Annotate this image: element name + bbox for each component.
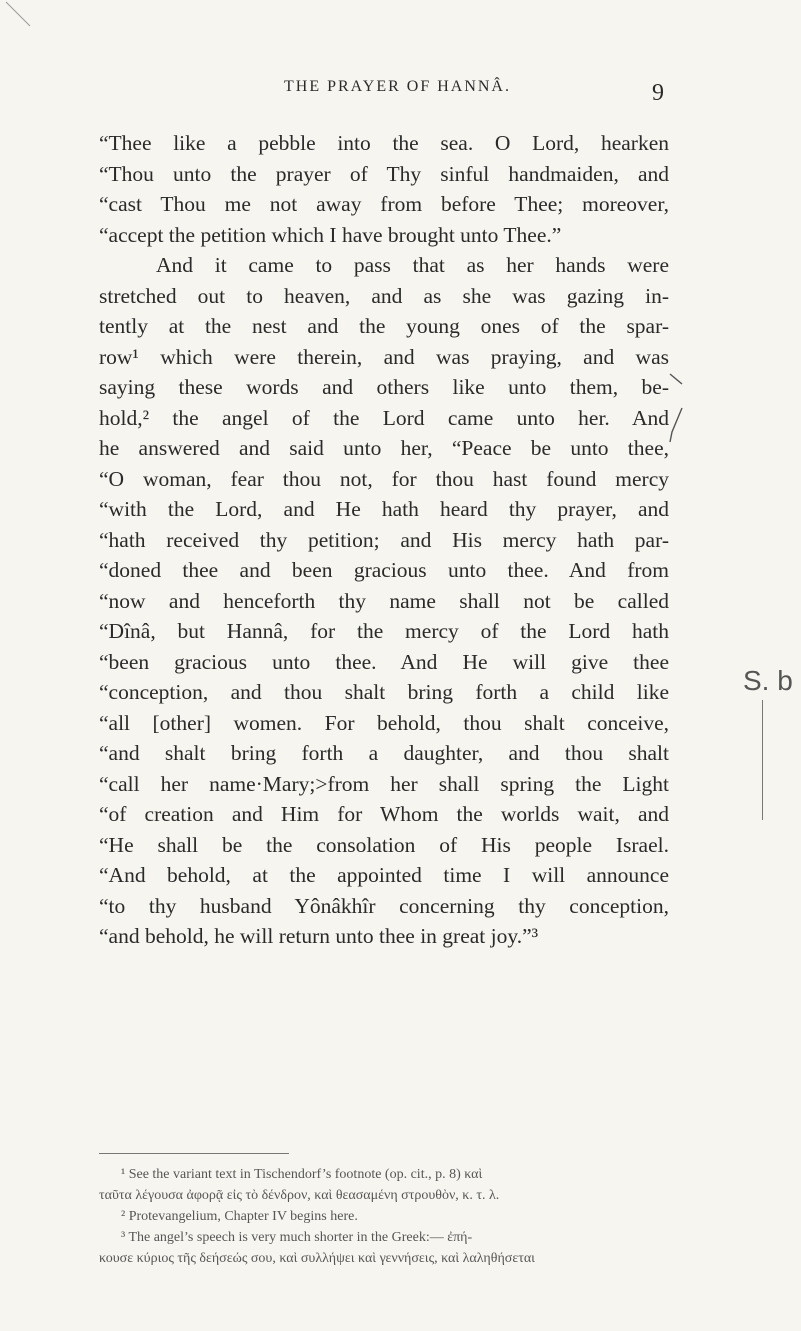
text-line: stretched out to heaven, and as she was gazing in- — [99, 283, 669, 308]
text-line: he answered and said unto her, “Peace be unto thee, — [99, 436, 669, 460]
footnote-rule — [99, 1153, 289, 1154]
text-line: “Thou unto the prayer of Thy sinful handmaiden, and — [99, 161, 669, 186]
text-line: “of creation and Him for Whom the worlds wait, and — [99, 802, 669, 826]
text-line: “and behold, he will return unto thee in great joy.”³ — [99, 924, 539, 948]
text-line: “call her name·Mary;>from her shall spring the Light — [99, 771, 669, 796]
text-line: “and shalt bring forth a daughter, and thou shalt — [99, 741, 669, 765]
main-text — [99, 128, 669, 952]
footnote-line: κουσε κύριος τῆς δεήσεώς σου, καὶ συλλήψει καὶ γεννήσεις, καὶ λαληθήσεται — [99, 1251, 535, 1266]
text-line: “conception, and thou shalt bring forth a child like — [99, 680, 669, 704]
footnote-line: ² Protevangelium, Chapter IV begins here. — [121, 1209, 358, 1224]
text-line: “And behold, at the appointed time I will announce — [99, 863, 669, 887]
text-line: tently at the nest and the young ones of the spar- — [99, 314, 669, 338]
text-line: “cast Thou me not away from before Thee; moreover, — [99, 192, 669, 216]
corner-mark-icon — [4, 0, 32, 28]
footnotes — [99, 1164, 669, 1269]
text-line: “been gracious unto thee. And He will give thee — [99, 649, 669, 674]
margin-note: S. b — [743, 665, 793, 696]
text-line: And it came to pass that as her hands were — [156, 253, 669, 277]
text-line: “Thee like a pebble into the sea. O Lord, hearken — [99, 131, 669, 155]
text-line: “hath received thy petition; and His mercy hath par- — [99, 527, 669, 552]
margin-line — [762, 700, 763, 820]
text-line: “to thy husband Yônâkhîr concerning thy conception, — [99, 893, 669, 918]
text-line: “accept the petition which I have brought unto Thee.” — [99, 222, 562, 247]
text-line: “now and henceforth thy name shall not be called — [99, 588, 669, 613]
page-number: 9 — [652, 80, 664, 106]
margin-bracket-icon — [668, 372, 690, 444]
footnote-line: ¹ See the variant text in Tischendorf’s footnote (op. cit., p. 8) καὶ — [121, 1167, 483, 1182]
text-line: “O woman, fear thou not, for thou hast found mercy — [99, 466, 669, 491]
footnote-line: ³ The angel’s speech is very much shorter in the Greek:— ἐπή- — [121, 1230, 473, 1245]
text-line: “all [other] women. For behold, thou shalt conceive, — [99, 710, 669, 735]
text-line: “He shall be the consolation of His people Israel. — [99, 832, 669, 857]
text-line: hold,² the angel of the Lord came unto her. And — [99, 405, 669, 430]
footnote-line: ταῦτα λέγουσα ἀφορᾷ εἰς τὸ δένδρον, καὶ θεασαμένη στρουθὸν, κ. τ. λ. — [99, 1188, 500, 1203]
text-line: “Dînâ, but Hannâ, for the mercy of the Lord hath — [99, 619, 669, 643]
text-line: saying these words and others like unto them, be- — [99, 375, 669, 399]
text-line: row¹ which were therein, and was praying, and was — [99, 344, 669, 369]
text-line: “with the Lord, and He hath heard thy prayer, and — [99, 497, 669, 521]
running-title: THE PRAYER OF HANNÂ. — [284, 78, 511, 95]
text-line: “doned thee and been gracious unto thee. And from — [99, 558, 669, 582]
